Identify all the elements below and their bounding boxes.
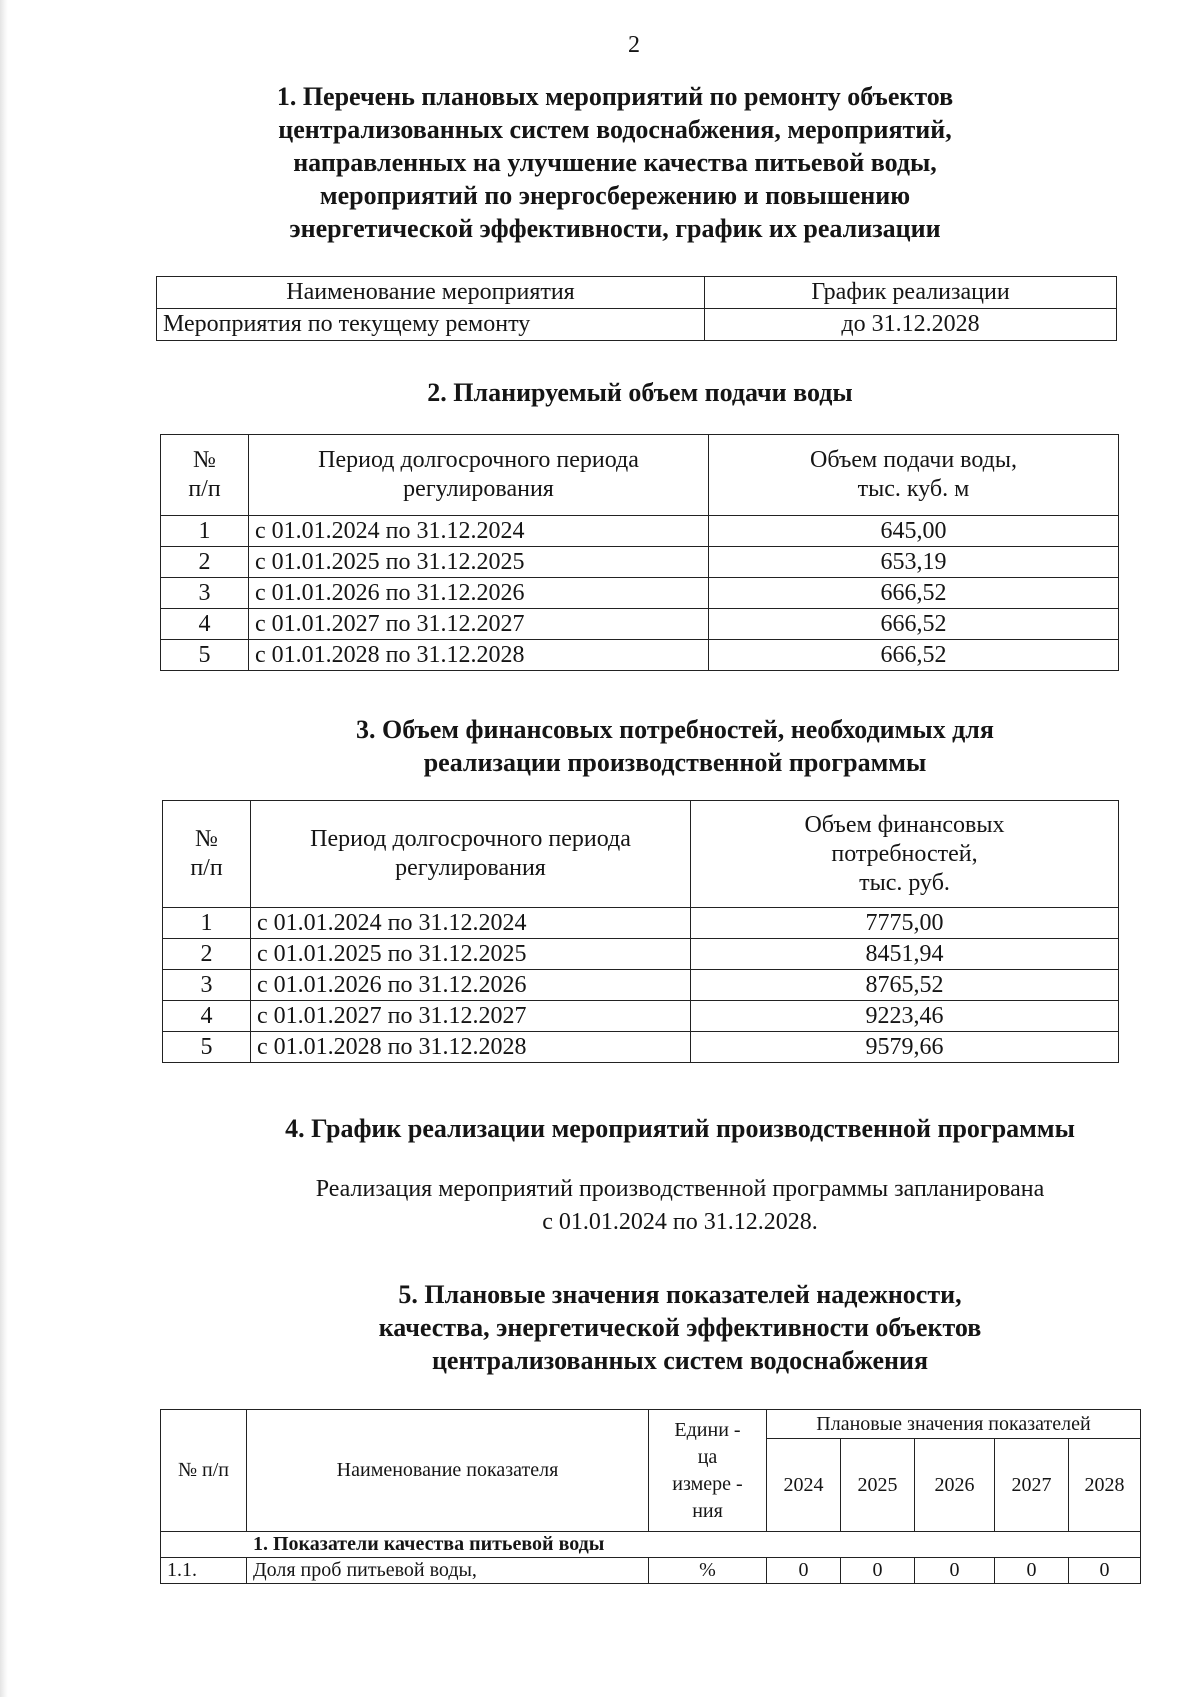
header-indicator-name: Наименование показателя <box>247 1410 649 1532</box>
header-financial <box>691 801 1119 908</box>
title-line: 1. Перечень плановых мероприятий по ремонту объектов <box>276 82 954 111</box>
row-value-2025: 0 <box>841 1558 915 1584</box>
row-value-2026: 0 <box>915 1558 995 1584</box>
header-line: Объем подачи воды, <box>810 447 1017 473</box>
page-number: 2 <box>628 32 640 58</box>
water-supply-table <box>160 434 1119 671</box>
row-period: с 01.01.2025 по 31.12.2025 <box>249 547 709 578</box>
row-period: с 01.01.2027 по 31.12.2027 <box>251 1001 691 1032</box>
row-financial: 7775,00 <box>691 908 1119 939</box>
table-row <box>161 640 1119 671</box>
table-row <box>161 547 1119 578</box>
row-num: 5 <box>163 1032 251 1063</box>
paragraph-line: с 01.01.2024 по 31.12.2028. <box>542 1209 818 1235</box>
section5-title <box>280 1278 1080 1377</box>
title-line: централизованных систем водоснабжения <box>431 1346 929 1375</box>
row-financial: 9579,66 <box>691 1032 1119 1063</box>
table-row <box>161 578 1119 609</box>
header-num <box>163 801 251 908</box>
header-planned-values: Плановые значения показателей <box>767 1410 1141 1439</box>
header-line: Период долгосрочного периода <box>310 826 631 852</box>
header-activity-name: Наименование мероприятия <box>157 277 705 309</box>
header-line: Объем финансовых <box>804 811 1005 838</box>
title-line: качества, энергетической эффективности объектов <box>378 1313 982 1342</box>
table-row <box>163 970 1119 1001</box>
header-line: Период долгосрочного периода <box>318 447 639 473</box>
financial-needs-table <box>162 800 1119 1063</box>
table-row <box>163 908 1119 939</box>
header-line: измере - <box>672 1472 743 1495</box>
header-year: 2028 <box>1069 1439 1141 1532</box>
header-line: ца <box>697 1445 718 1468</box>
row-volume: 666,52 <box>709 578 1119 609</box>
row-num: 1 <box>163 908 251 939</box>
table-row <box>161 516 1119 547</box>
header-line: тыс. куб. м <box>857 476 970 502</box>
activity-schedule: до 31.12.2028 <box>705 309 1117 341</box>
section1-title <box>175 80 1055 245</box>
header-line: п/п <box>190 855 223 881</box>
row-value-2027: 0 <box>995 1558 1069 1584</box>
row-num: 1 <box>161 516 249 547</box>
row-period: с 01.01.2028 по 31.12.2028 <box>251 1032 691 1063</box>
table-row <box>163 1001 1119 1032</box>
title-line: направленных на улучшение качества питьевой воды, <box>293 148 937 177</box>
activities-table <box>156 276 1117 341</box>
title-line: централизованных систем водоснабжения, мероприятий, <box>278 115 952 144</box>
row-num: 5 <box>161 640 249 671</box>
implementation-paragraph <box>245 1173 1115 1239</box>
row-period: с 01.01.2028 по 31.12.2028 <box>249 640 709 671</box>
row-volume: 666,52 <box>709 640 1119 671</box>
table-header-row <box>163 801 1119 908</box>
header-schedule: График реализации <box>705 277 1117 309</box>
row-period: с 01.01.2024 по 31.12.2024 <box>249 516 709 547</box>
header-line: регулирования <box>395 855 546 881</box>
row-num: 4 <box>161 609 249 640</box>
row-period: с 01.01.2027 по 31.12.2027 <box>249 609 709 640</box>
row-unit: % <box>649 1558 767 1584</box>
title-line: мероприятий по энергосбережению и повышению <box>319 181 911 210</box>
row-indicator-name: Доля проб питьевой воды, <box>247 1558 649 1584</box>
header-period <box>249 435 709 516</box>
row-num: 2 <box>163 939 251 970</box>
paragraph-line: Реализация мероприятий производственной программы запланирована <box>315 1176 1045 1202</box>
header-unit <box>649 1410 767 1532</box>
row-num: 2 <box>161 547 249 578</box>
header-num: № п/п <box>161 1410 247 1532</box>
table-row <box>163 1032 1119 1063</box>
title-line: 2. Планируемый объем подачи воды <box>427 378 853 407</box>
header-year: 2024 <box>767 1439 841 1532</box>
row-num: 4 <box>163 1001 251 1032</box>
table-row <box>163 939 1119 970</box>
table-row <box>157 309 1117 341</box>
section3-title <box>250 713 1100 779</box>
title-line: энергетической эффективности, график их реализации <box>289 214 941 243</box>
header-line: № <box>195 826 218 852</box>
group-row <box>161 1532 1141 1558</box>
row-financial: 8451,94 <box>691 939 1119 970</box>
row-financial: 9223,46 <box>691 1001 1119 1032</box>
row-volume: 666,52 <box>709 609 1119 640</box>
header-line: регулирования <box>403 476 554 502</box>
header-line: № <box>193 447 216 473</box>
group-label: 1. Показатели качества питьевой воды <box>161 1532 1141 1558</box>
table-header-row <box>157 277 1117 309</box>
row-value-2024: 0 <box>767 1558 841 1584</box>
title-line: 5. Плановые значения показателей надежности, <box>398 1280 962 1309</box>
row-num: 3 <box>161 578 249 609</box>
row-period: с 01.01.2024 по 31.12.2024 <box>251 908 691 939</box>
row-num: 3 <box>163 970 251 1001</box>
row-period: с 01.01.2026 по 31.12.2026 <box>251 970 691 1001</box>
header-volume <box>709 435 1119 516</box>
header-line: потребностей, <box>831 840 978 867</box>
header-line: п/п <box>188 476 221 502</box>
header-num <box>161 435 249 516</box>
row-period: с 01.01.2025 по 31.12.2025 <box>251 939 691 970</box>
row-financial: 8765,52 <box>691 970 1119 1001</box>
row-period: с 01.01.2026 по 31.12.2026 <box>249 578 709 609</box>
activity-name: Мероприятия по текущему ремонту <box>157 309 705 341</box>
header-line: тыс. руб. <box>859 869 950 896</box>
title-line: реализации производственной программы <box>423 748 927 777</box>
scan-edge <box>0 0 8 1697</box>
table-row <box>161 1558 1141 1584</box>
indicators-table <box>160 1409 1141 1584</box>
table-header-row <box>161 435 1119 516</box>
header-line: Едини - <box>674 1418 741 1441</box>
row-num: 1.1. <box>161 1558 247 1584</box>
section2-title <box>300 376 980 409</box>
header-year: 2026 <box>915 1439 995 1532</box>
row-value-2028: 0 <box>1069 1558 1141 1584</box>
header-year: 2025 <box>841 1439 915 1532</box>
header-period <box>251 801 691 908</box>
section4-title <box>230 1112 1130 1145</box>
row-volume: 645,00 <box>709 516 1119 547</box>
table-header-row <box>161 1410 1141 1439</box>
header-line: ния <box>692 1499 723 1522</box>
title-line: 4. График реализации мероприятий производственной программы <box>285 1114 1075 1143</box>
row-volume: 653,19 <box>709 547 1119 578</box>
header-year: 2027 <box>995 1439 1069 1532</box>
table-row <box>161 609 1119 640</box>
title-line: 3. Объем финансовых потребностей, необходимых для <box>356 715 994 744</box>
